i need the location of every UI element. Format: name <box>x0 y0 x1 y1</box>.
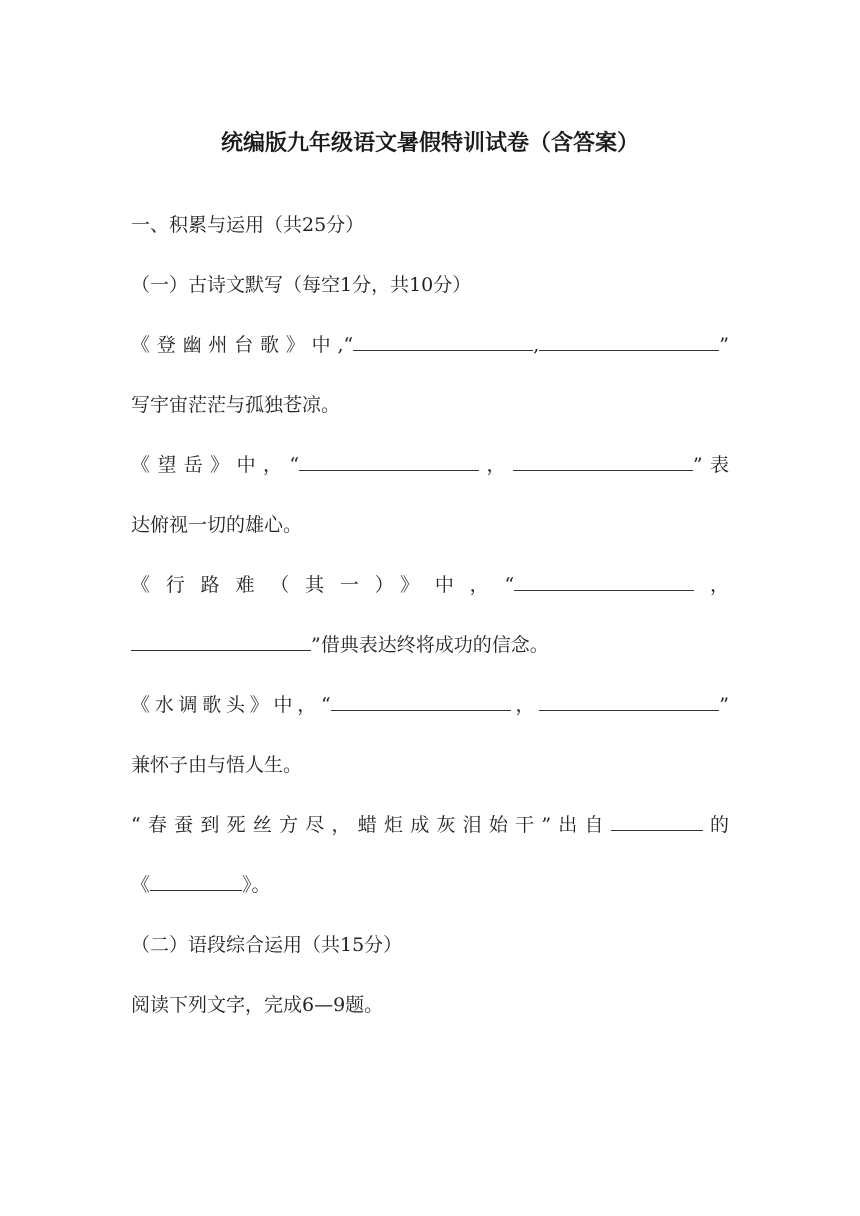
answer-blank[interactable] <box>131 632 311 651</box>
part-heading: （二）语段综合运用（共15分） <box>131 934 403 956</box>
section-heading: 一、积累与运用（共25分） <box>131 214 365 236</box>
answer-blank[interactable] <box>150 872 242 891</box>
answer-blank[interactable] <box>331 692 511 711</box>
answer-blank[interactable] <box>611 812 703 831</box>
question-3-line-2: ”借典表达终将成功的信念。 <box>131 625 549 665</box>
question-3-line-1: 《行路难（其一）》中，“ ， <box>131 574 729 596</box>
question-5-line-2: 《 》。 <box>131 874 271 896</box>
answer-blank[interactable] <box>513 452 693 471</box>
question-2-line-2: 达俯视一切的雄心。 <box>131 514 303 536</box>
answer-blank[interactable] <box>539 692 719 711</box>
part-heading: （一）古诗文默写（每空1分，共10分） <box>131 274 472 296</box>
question-2-line-1: 《望岳》中，“ ， ”表 <box>131 454 729 476</box>
question-5-line-1: “春蚕到死丝方尽，蜡炬成灰泪始干”出自 的 <box>131 814 729 836</box>
question-4-line-2: 兼怀子由与悟人生。 <box>131 754 303 776</box>
answer-blank[interactable] <box>353 332 533 351</box>
instruction-text: 阅读下列文字，完成6—9题。 <box>131 994 384 1016</box>
answer-blank[interactable] <box>539 332 719 351</box>
question-4-line-1: 《水调歌头》中，“ ， ” <box>131 694 729 716</box>
answer-blank[interactable] <box>514 572 694 591</box>
question-1-line-2: 写宇宙茫茫与孤独苍凉。 <box>131 394 341 416</box>
question-1-line-1: 《登幽州台歌》中,“ , ” <box>131 334 729 356</box>
document-title: 统编版九年级语文暑假特训试卷（含答案） <box>220 131 639 156</box>
answer-blank[interactable] <box>299 452 479 471</box>
